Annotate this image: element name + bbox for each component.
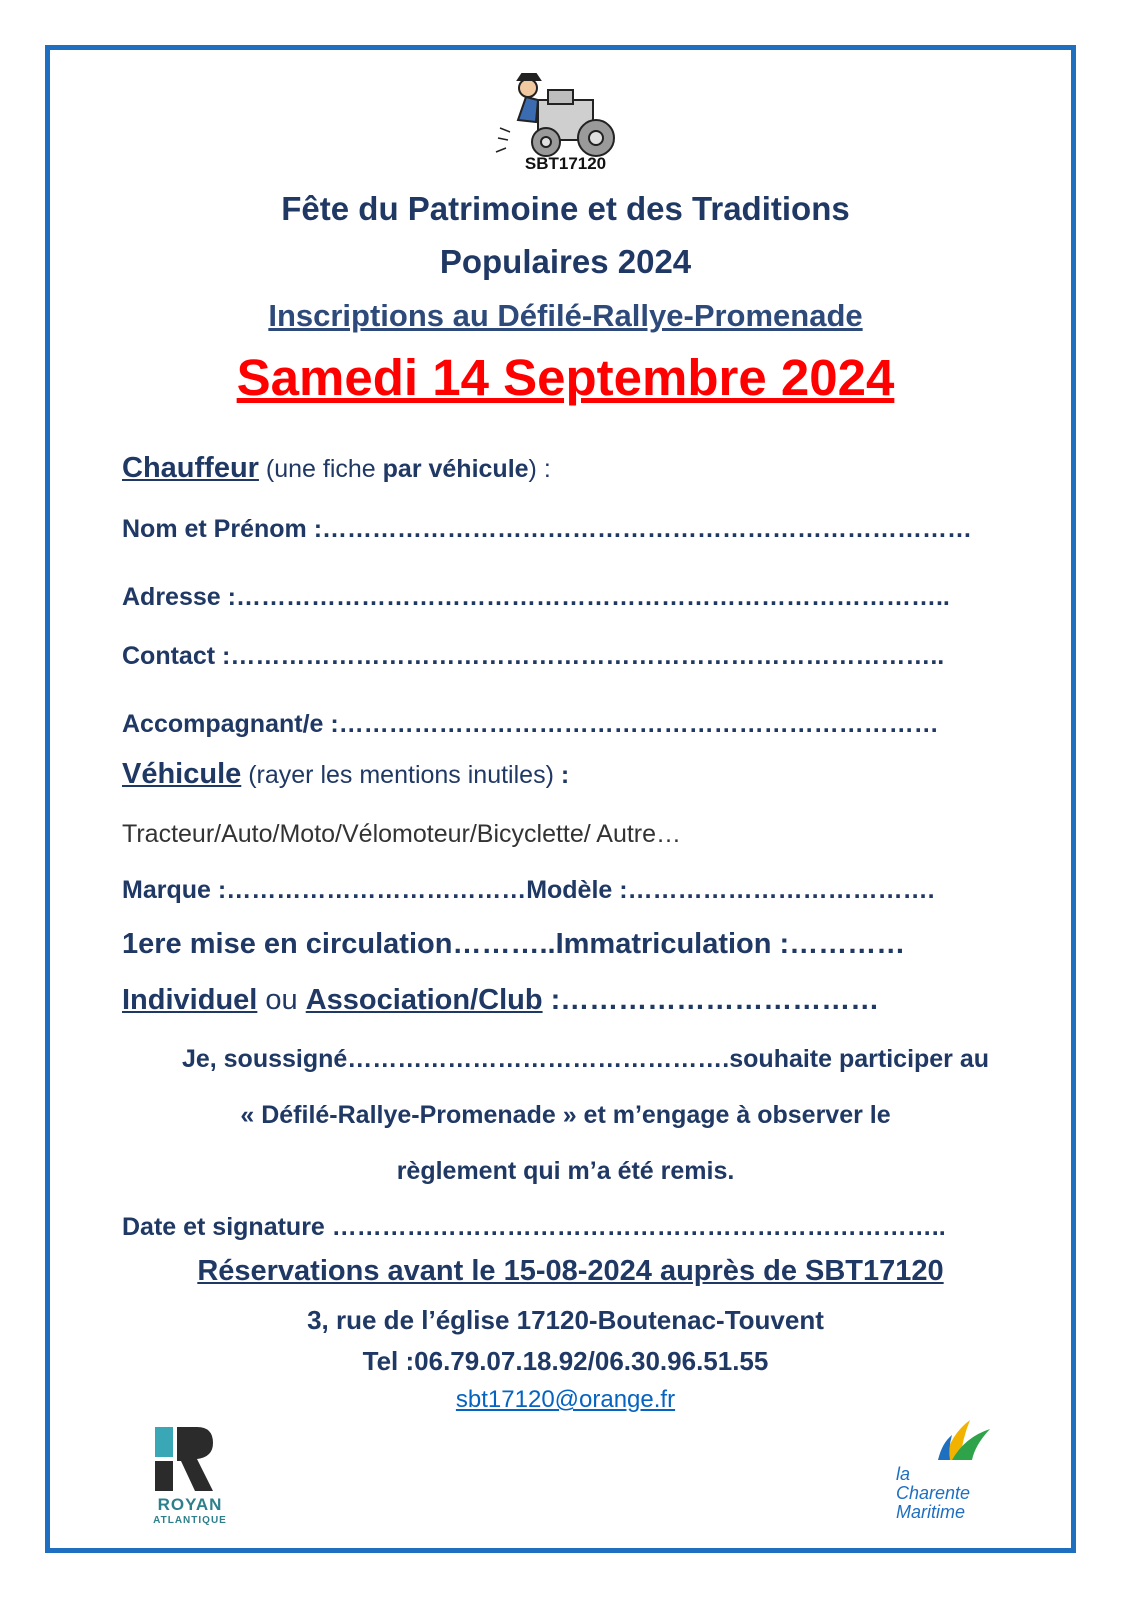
pledge-line-3: règlement qui m’a été remis. <box>396 1157 735 1185</box>
signature-dots: ……………………………………………………………….. <box>331 1213 946 1241</box>
royan-line-2: ATLANTIQUE <box>153 1515 227 1526</box>
circulation-immat-field[interactable] <box>122 928 1022 961</box>
chauffeur-heading <box>122 452 1022 485</box>
charente-line-2: Charente <box>896 1483 971 1503</box>
immat-dots: ………… <box>789 928 906 960</box>
subtitle <box>0 298 1131 334</box>
event-date <box>0 348 1131 407</box>
association-dots: :…………………………… <box>542 984 880 1016</box>
chauffeur-label: Chauffeur <box>122 452 259 484</box>
charente-line-3: Maritime <box>896 1502 966 1522</box>
nom-dots: …………………………………………………………………… <box>322 515 973 543</box>
marque-dots: ……………………………… <box>226 876 527 904</box>
pledge-line-1: Je, soussigné……………………………………….souhaite participer au <box>181 1045 990 1073</box>
title-line-2: Populaires 2024 <box>439 243 692 280</box>
birds-icon <box>890 1415 1005 1465</box>
circulation-dots: ……….. <box>452 928 556 960</box>
logo-label: SBT17120 <box>524 154 607 173</box>
nom-field[interactable] <box>122 515 1022 544</box>
contact-field[interactable] <box>122 642 1022 671</box>
reservation-notice <box>0 1255 1131 1288</box>
adresse-label: Adresse : <box>122 583 236 611</box>
chauffeur-note-bold: par véhicule <box>382 455 529 483</box>
subtitle-text: Inscriptions au Défilé-Rallye-Promenade <box>268 298 863 333</box>
telephone: Tel :06.79.07.18.92/06.30.96.51.55 <box>362 1346 769 1376</box>
event-date-text: Samedi 14 Septembre 2024 <box>236 349 895 406</box>
modele-dots: ………………………………. <box>627 876 935 904</box>
royan-atlantique-logo <box>145 1425 235 1540</box>
reservation-text: Réservations avant le 15-08-2024 auprès de SBT17120 <box>197 1255 944 1287</box>
nom-label: Nom et Prénom : <box>122 515 323 543</box>
email-link[interactable] <box>0 1386 1131 1414</box>
signature-label: Date et signature <box>122 1213 332 1241</box>
marque-modele-field[interactable] <box>122 876 1022 905</box>
individuel-association-field[interactable] <box>122 984 1022 1017</box>
royan-mark-icon <box>145 1425 235 1495</box>
accompagnant-field[interactable] <box>122 710 1022 739</box>
signature-field[interactable] <box>122 1213 1022 1242</box>
charente-maritime-logo <box>890 1415 1005 1535</box>
marque-label: Marque : <box>122 876 227 904</box>
adresse-dots: ………………………………………………………………………….. <box>235 583 950 611</box>
pledge-line-2: « Défilé-Rallye-Promenade » et m’engage à observer le <box>240 1101 891 1129</box>
circulation-label: 1ere mise en circulation <box>122 928 453 960</box>
email-text[interactable]: sbt17120@orange.fr <box>455 1386 676 1413</box>
individuel-label: Individuel <box>122 984 258 1016</box>
immat-label: Immatriculation : <box>555 928 790 960</box>
address: 3, rue de l’église 17120-Boutenac-Touvent <box>307 1305 824 1335</box>
contact-label: Contact : <box>122 642 231 670</box>
ou-text: ou <box>257 984 306 1016</box>
chauffeur-note-close: ) : <box>528 455 551 483</box>
association-label: Association/Club <box>305 984 543 1016</box>
vehicule-note: (rayer les mentions inutiles) <box>241 761 561 789</box>
chauffeur-note-open: (une fiche <box>258 455 383 483</box>
modele-label: Modèle : <box>526 876 628 904</box>
vehicule-colon: : <box>560 761 570 789</box>
charente-line-1: la <box>896 1464 911 1484</box>
vehicule-types[interactable]: Tracteur/Auto/Moto/Vélomoteur/Bicyclette/ Autre… <box>122 820 682 848</box>
accompagnant-dots: ……………………………………………………………… <box>338 710 939 738</box>
adresse-field[interactable] <box>122 583 1022 612</box>
contact-dots: ………………………………………………………………………….. <box>230 642 945 670</box>
accompagnant-label: Accompagnant/e : <box>122 710 339 738</box>
title-line-1: Fête du Patrimoine et des Traditions <box>281 190 850 227</box>
royan-line-1: ROYAN <box>157 1495 223 1514</box>
vehicule-label: Véhicule <box>122 758 242 790</box>
vehicule-heading <box>122 758 1022 791</box>
